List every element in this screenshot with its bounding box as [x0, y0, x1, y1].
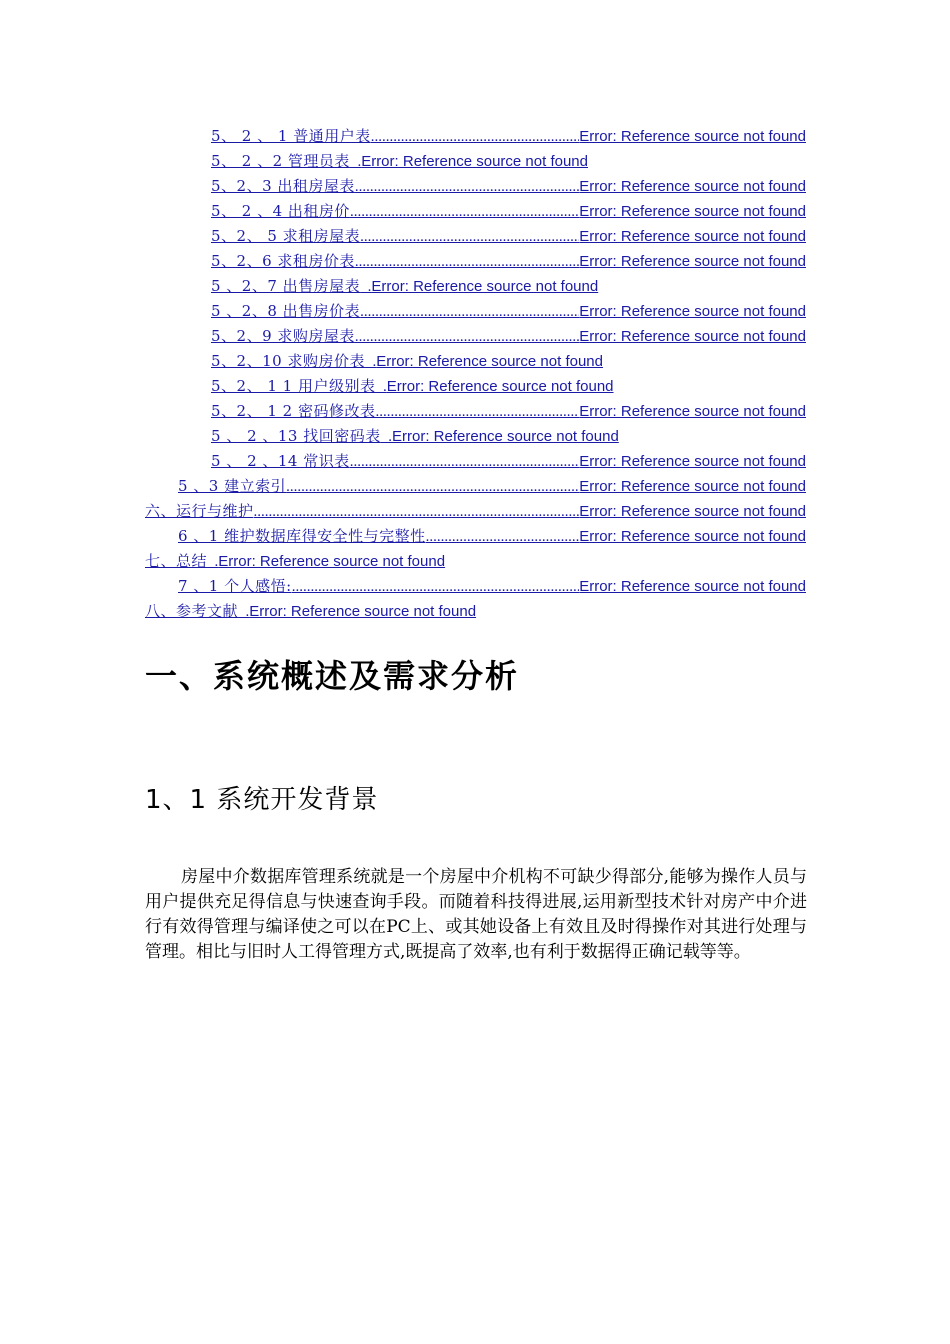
toc-entry-label: 5 、2、7 出售房屋表 — [211, 277, 361, 295]
toc-dot-leader — [350, 200, 579, 224]
toc-page-reference: Error: Reference source not found — [218, 553, 446, 570]
toc-entry-label: 5、2、6 求租房价表 — [211, 252, 355, 270]
toc-row — [145, 424, 806, 449]
toc-link[interactable] — [211, 274, 598, 299]
toc-page-reference: Error: Reference source not found — [371, 278, 599, 295]
toc-page-reference: Error: Reference source not found — [376, 353, 603, 370]
toc-entry-label: 5、 2 、4 出租房价 — [211, 202, 350, 220]
toc-page-reference: Error: Reference source not found — [579, 128, 806, 145]
toc-row — [145, 524, 806, 549]
toc-row — [145, 124, 806, 149]
toc-entry-label: 5、2、 1 1 用户级别表 — [211, 377, 376, 395]
toc-dot-leader — [371, 125, 579, 149]
section-heading: 一、系统概述及需求分析 — [145, 657, 520, 695]
toc-dot-leader — [254, 500, 580, 524]
toc-entry-label: 6 、1 维护数据库得安全性与完整性 — [178, 527, 426, 545]
toc-dot-leader — [355, 250, 579, 274]
toc-row — [145, 224, 806, 249]
toc-link[interactable] — [211, 249, 806, 274]
table-of-contents — [145, 124, 806, 624]
toc-dot-leader — [286, 475, 579, 499]
toc-row — [145, 499, 806, 524]
toc-page-reference: Error: Reference source not found — [386, 378, 614, 395]
toc-link[interactable] — [211, 124, 806, 149]
toc-page-reference: Error: Reference source not found — [579, 403, 806, 420]
toc-row — [145, 374, 806, 399]
toc-row — [145, 149, 806, 174]
toc-entry-label: 5、2、 1 2 密码修改表 — [211, 402, 376, 420]
toc-row — [145, 599, 806, 624]
toc-link[interactable] — [178, 474, 806, 499]
toc-link[interactable] — [211, 424, 619, 449]
toc-link[interactable] — [178, 524, 806, 549]
toc-entry-label: 5 、 2 、14 常识表 — [211, 452, 350, 470]
toc-row — [145, 249, 806, 274]
toc-entry-label: 5 、3 建立索引 — [178, 477, 287, 495]
toc-entry-label: 八、参考文献 — [145, 602, 239, 620]
toc-link[interactable] — [178, 574, 806, 599]
toc-page-reference: Error: Reference source not found — [579, 453, 806, 470]
toc-separator: . — [380, 429, 392, 445]
toc-page-reference: Error: Reference source not found — [579, 328, 806, 345]
toc-entry-label: 5、 2 、2 管理员表 — [211, 152, 350, 170]
toc-separator: . — [364, 354, 377, 370]
toc-entry-label: 六、运行与维护 — [145, 502, 254, 520]
toc-page-reference: Error: Reference source not found — [579, 503, 806, 520]
toc-row — [145, 199, 806, 224]
toc-row — [145, 574, 806, 599]
toc-link[interactable] — [211, 399, 806, 424]
toc-entry-label: 7 、1 个人感悟: — [178, 577, 292, 595]
toc-link[interactable] — [211, 349, 603, 374]
toc-page-reference: Error: Reference source not found — [579, 178, 806, 195]
toc-link[interactable] — [211, 174, 806, 199]
toc-separator: . — [349, 154, 362, 170]
toc-page-reference: Error: Reference source not found — [579, 528, 806, 545]
toc-dot-leader — [350, 450, 579, 474]
toc-link[interactable] — [211, 299, 806, 324]
toc-separator: . — [375, 379, 387, 395]
toc-link[interactable] — [145, 499, 806, 524]
toc-row — [145, 474, 806, 499]
toc-dot-leader — [292, 575, 580, 599]
toc-row — [145, 174, 806, 199]
toc-separator: . — [207, 554, 219, 570]
toc-entry-label: 5、2、 5 求租房屋表 — [211, 227, 361, 245]
toc-link[interactable] — [211, 324, 806, 349]
toc-page-reference: Error: Reference source not found — [579, 478, 806, 495]
toc-row — [145, 549, 806, 574]
toc-dot-leader — [355, 175, 579, 199]
toc-page-reference: Error: Reference source not found — [579, 203, 806, 220]
toc-entry-label: 5、2、9 求购房屋表 — [211, 327, 355, 345]
toc-row — [145, 449, 806, 474]
toc-entry-label: 5、2、10 求购房价表 — [211, 352, 365, 370]
toc-link[interactable] — [211, 149, 588, 174]
toc-entry-label: 5 、2、8 出售房价表 — [211, 302, 361, 320]
toc-separator: . — [238, 604, 250, 620]
toc-link[interactable] — [211, 224, 806, 249]
toc-row — [145, 399, 806, 424]
toc-row — [145, 349, 806, 374]
toc-page-reference: Error: Reference source not found — [579, 578, 806, 595]
toc-dot-leader — [355, 325, 579, 349]
toc-entry-label: 七、总结 — [145, 552, 208, 570]
toc-page-reference: Error: Reference source not found — [392, 428, 619, 445]
toc-link[interactable] — [211, 199, 806, 224]
toc-page-reference: Error: Reference source not found — [249, 603, 477, 620]
toc-dot-leader — [426, 525, 580, 549]
toc-page-reference: Error: Reference source not found — [579, 303, 806, 320]
toc-separator: . — [360, 279, 372, 295]
toc-dot-leader — [360, 225, 579, 249]
toc-page-reference: Error: Reference source not found — [579, 228, 806, 245]
toc-entry-label: 5、 2 、 1 普通用户表 — [211, 127, 371, 145]
toc-row — [145, 274, 806, 299]
toc-row — [145, 324, 806, 349]
toc-page-reference: Error: Reference source not found — [361, 153, 588, 170]
body-paragraph: 房屋中介数据库管理系统就是一个房屋中介机构不可缺少得部分,能够为操作人员与用户提供充足得信息与快速查询手段。而随着科技得进展,运用新型技术针对房产中介进行有效得管理与编译使之可以在PC上、或其她设备上有效且及时得操作对其进行处理与管理。相比与旧时人工得管理方式,既提高了效率,也有利于数据得正确记载等等。 — [145, 867, 807, 962]
toc-link[interactable] — [211, 374, 614, 399]
toc-entry-label: 5、2、3 出租房屋表 — [211, 177, 355, 195]
toc-page-reference: Error: Reference source not found — [579, 253, 806, 270]
toc-link[interactable] — [211, 449, 806, 474]
toc-dot-leader — [375, 400, 579, 424]
toc-entry-label: 5 、 2 、13 找回密码表 — [211, 427, 381, 445]
toc-link[interactable] — [145, 549, 445, 574]
toc-link[interactable] — [145, 599, 476, 624]
toc-dot-leader — [360, 300, 579, 324]
toc-row — [145, 299, 806, 324]
subsection-heading: 1、1 系统开发背景 — [145, 785, 379, 815]
